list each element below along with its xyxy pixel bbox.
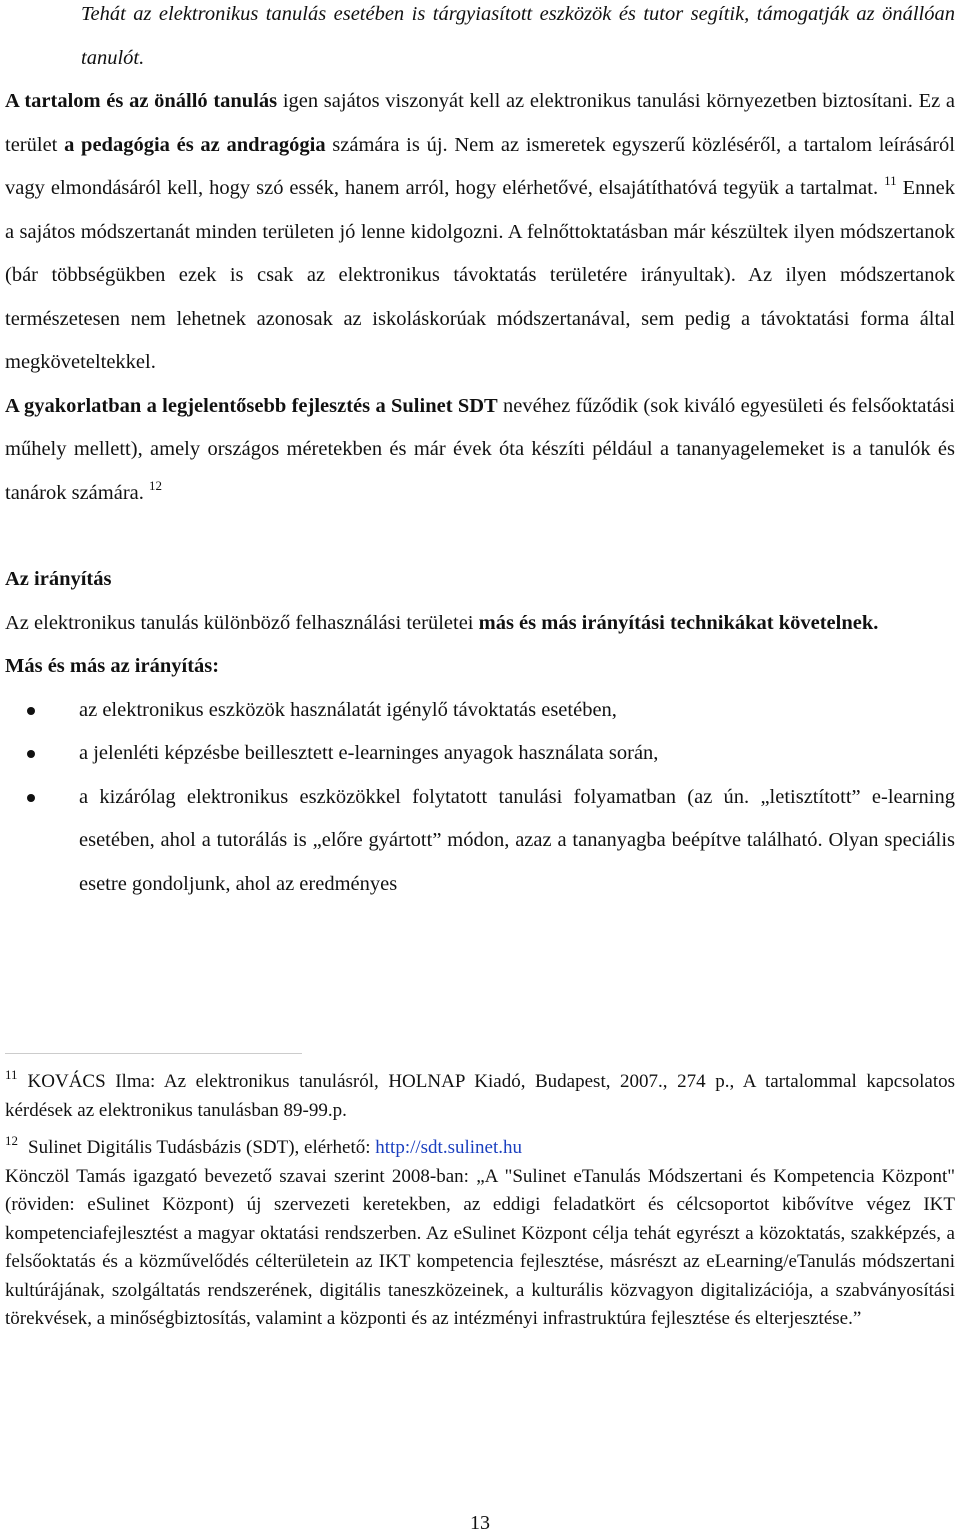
footnotes (5, 1068, 955, 1334)
footnote-12 (5, 1134, 955, 1163)
footnote-ref-11[interactable]: 11 (884, 173, 897, 188)
bold-phrase: a pedagógia és az andragógia (64, 133, 326, 156)
section-heading: Az irányítás (5, 568, 112, 590)
bold-phrase: A tartalom és az önálló tanulás (5, 90, 278, 112)
list-item: az elektronikus eszközök használatát igénylő távoktatás esetében, (5, 689, 955, 733)
paragraph-control (5, 602, 955, 646)
bold-phrase: más és más irányítási technikákat követelnek. (478, 611, 879, 634)
control-list (5, 689, 955, 907)
sulinet-link[interactable]: http://sdt.sulinet.hu (375, 1137, 522, 1158)
list-item: a kizárólag elektronikus eszközökkel folytatott tanulási folyamatban (az ún. „letisztított” e-learning esetében, ahol a tutorálás is „előre gyártott” módon, azaz a tananyagba beépítve található. Olyan speciális esetre gondoljunk, ahol az eredményes (5, 776, 955, 907)
footnote-text: Sulinet Digitális Tudásbázis (SDT), elérhető: (28, 1137, 376, 1158)
paragraph-text: nevéhez fűződik (sok kiváló egyesületi és felsőoktatási műhely mellett), amely országos méretekben és már évek óta készíti például a tananyagelemeket is a tanulók és tanárok számára. (5, 394, 955, 504)
footnote-separator (5, 1053, 302, 1054)
footnote-number: 11 (5, 1067, 18, 1082)
bullet-icon (27, 794, 35, 802)
paragraph-gap (5, 515, 955, 558)
body-text (5, 0, 955, 906)
list-intro: Más és más az irányítás: (5, 655, 220, 677)
footnote-number: 12 (5, 1133, 18, 1148)
footnote-ref-12[interactable]: 12 (149, 477, 162, 493)
paragraph-intro: Tehát az elektronikus tanulás esetében is tárgyiasított eszközök és tutor segítik, támogatják az önállóan tanulót. (81, 3, 955, 69)
bold-phrase: A gyakorlatban a legjelentősebb fejlesztés a Sulinet SDT (5, 394, 498, 417)
paragraph-text: Az elektronikus tanulás különböző felhasználási területei (5, 611, 479, 634)
paragraph-text: számára is új. Nem az ismeretek egyszerű közléséről, a tartalom leírásáról vagy elmondásáról kell, hogy szó essék, hanem arról, hogy elérhetővé, elsajátíthatóvá tegyük a tartalmat. (5, 133, 956, 199)
footnote-12-quote: Könczöl Tamás igazgató bevezető szavai szerint 2008-ban: „A "Sulinet eTanulás Módszertani és Kompetencia Központ" (röviden: eSulinet Központ) új szervezeti keretekben, az eddigi feladatkört és célcsoportot kibővítve végez IKT kompetenciafejlesztést a magyar oktatási rendszerben. Az eSulinet Központ célja tehát egyrészt a közoktatás, szakképzés, a felsőoktatás és a közművelődés célterületein az IKT kompetencia fejlesztése, másrészt az eLearning/eTanulás módszertani kultúrájának, szolgáltatás rendszerének, digitális taneszközeinek, a kulturális közvagyon digitalizációja, a szabványosítási törekvések, a minőségbiztosítás, valamint a központi és az intézményi infrastruktúra fejlesztése és elterjesztése.” (5, 1165, 955, 1329)
footnote-11 (5, 1068, 955, 1125)
paragraph-text: igen sajátos viszonyát kell az elektronikus tanulási környezetben biztosítani. Ez a terület (5, 90, 955, 156)
page-number: 13 (470, 1512, 490, 1534)
list-item: a jelenléti képzésbe beillesztett e-learninges anyagok használata során, (5, 732, 955, 776)
footnote-text: KOVÁCS Ilma: Az elektronikus tanulásról, HOLNAP Kiadó, Budapest, 2007., 274 p., A tartalommal kapcsolatos kérdések az elektronikus tanulásban 89-99.p. (5, 1071, 955, 1121)
paragraph-sulinet (5, 385, 955, 516)
bullet-icon (27, 750, 35, 758)
paragraph-content-learning (5, 80, 955, 385)
bullet-icon (27, 707, 35, 715)
paragraph-text: Ennek a sajátos módszertanát minden területen jó lenne kidolgozni. A felnőttoktatásban már készültek ilyen módszertanok (bár többségükben ezek is csak az elektronikus távoktatás területére irányultak). Az ilyen módszertanok természetesen nem lehetnek azonosak az iskoláskorúak módszertanával, sem pedig a távoktatási forma által megköveteltekkel. (5, 177, 956, 373)
